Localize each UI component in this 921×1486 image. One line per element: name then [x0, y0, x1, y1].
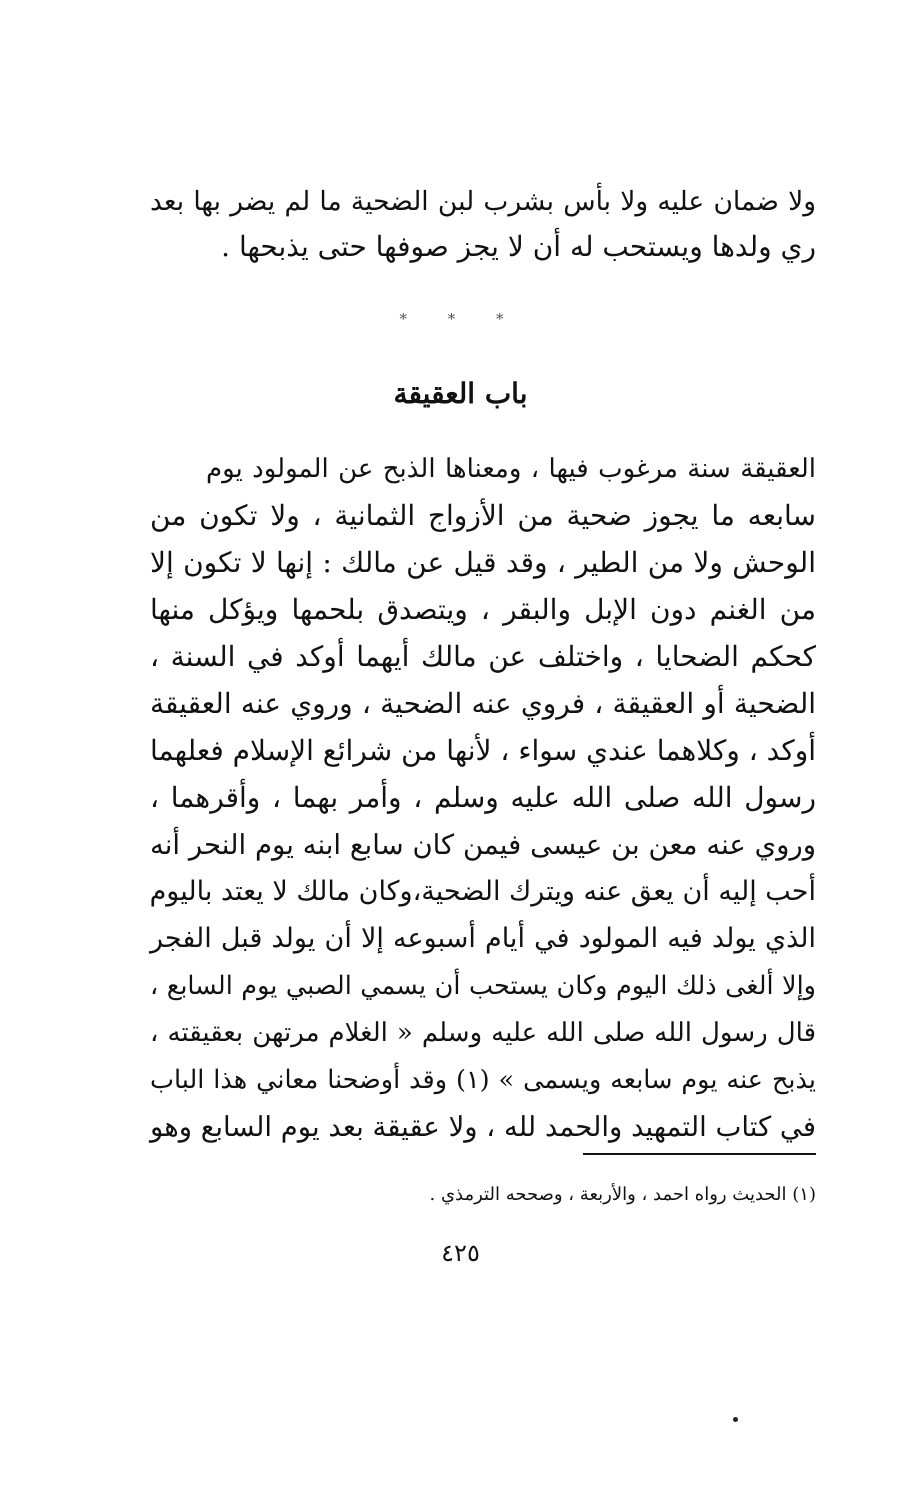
scan-speck — [733, 1417, 738, 1422]
text-line: وروي عنه معن بن عيسى فيمن كان سابع ابنه يوم النحر أنه — [150, 829, 816, 861]
section-separator: * * * — [399, 310, 522, 328]
text-line: ري ولدها ويستحب له أن لا يجز صوفها حتى يذبحها . — [221, 230, 816, 263]
text-line: أوكد ، وكلاهما عندي سواء ، لأنها من شرائع الإسلام فعلهما — [149, 734, 816, 767]
text-line: الضحية أو العقيقة ، فروي عنه الضحية ، وروي عنه العقيقة — [150, 687, 816, 720]
text-line: سابعه ما يجوز ضحية من الأزواج الثمانية ، ولا تكون من — [150, 499, 816, 532]
text-line: أحب إليه أن يعق عنه ويترك الضحية،وكان مالك لا يعتد باليوم — [149, 876, 816, 907]
text-line: يذبح عنه يوم سابعه ويسمى » (١) وقد أوضحنا معاني هذا الباب — [150, 1065, 816, 1095]
text-line: ولا ضمان عليه ولا بأس بشرب لبن الضحية ما لم يضر بها بعد — [150, 186, 816, 217]
footnote-divider — [583, 1153, 816, 1155]
text-line: الوحش ولا من الطير ، وقد قيل عن مالك : إنها لا تكون إلا — [150, 546, 816, 579]
text-line: الذي يولد فيه المولود في أيام أسبوعه إلا أن يولد قبل الفجر — [150, 923, 816, 954]
text-line: رسول الله صلى الله عليه وسلم ، وأمر بهما ، وأقرهما ، — [150, 781, 816, 814]
paragraph-first-line: العقيقة سنة مرغوب فيها ، ومعناها الذبح عن المولود يوم — [206, 454, 816, 484]
text-line: قال رسول الله صلى الله عليه وسلم « الغلام مرتهن بعقيقته ، — [150, 1018, 817, 1048]
section-title: باب العقيقة — [393, 377, 528, 410]
text-line: من الغنم دون الإبل والبقر ، ويتصدق بلحمها ويؤكل منها — [150, 593, 816, 626]
page-number: ٤٢٥ — [441, 1239, 480, 1267]
text-line: وإلا ألغى ذلك اليوم وكان يستحب أن يسمي الصبي يوم السابع ، — [150, 971, 816, 1001]
footnote: (١) الحديث رواه احمد ، والأربعة ، وصححه الترمذي . — [429, 1184, 816, 1205]
text-line: كحكم الضحايا ، واختلف عن مالك أيهما أوكد في السنة ، — [150, 640, 816, 673]
text-line: في كتاب التمهيد والحمد لله ، ولا عقيقة بعد يوم السابع وهو — [150, 1111, 816, 1143]
